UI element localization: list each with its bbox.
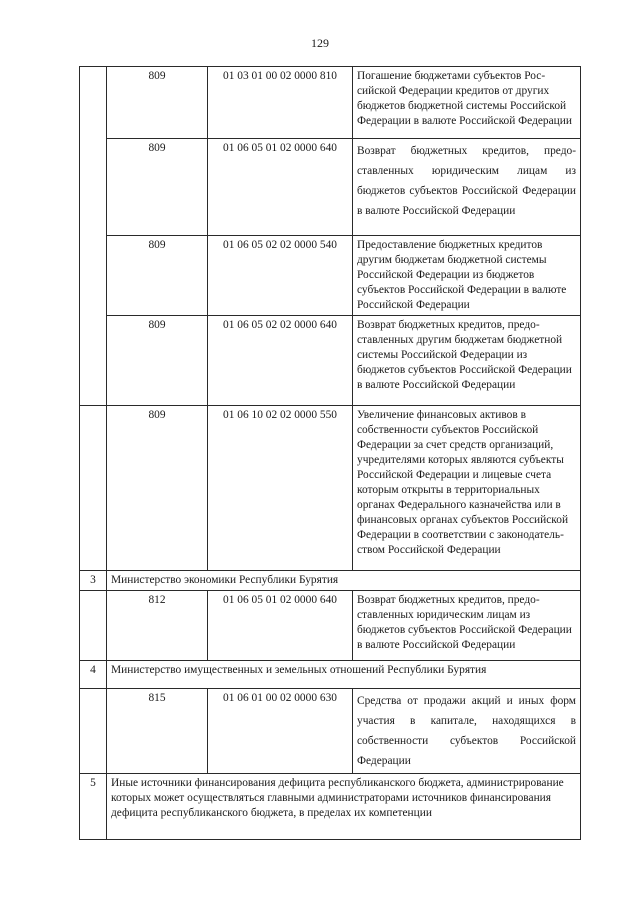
budget-code: 01 03 01 00 02 0000 810: [208, 67, 353, 139]
admin-code: 815: [107, 689, 208, 774]
section-number: 5: [80, 774, 107, 840]
table-row: [80, 139, 581, 236]
section-number-cell: [80, 689, 107, 774]
source-name: Средства от продажи акций и иных форм участия в капитале, находящихся в собственности субъектов Российской Федерации: [353, 689, 581, 774]
section-number-cell: [80, 591, 107, 661]
source-name: Предоставление бюджетных кредитов другим бюджетам бюджетной системы Российской Федерации из бюджетов субъектов Российской Федерации в валюте Российской Федерации: [353, 236, 581, 316]
source-name: Возврат бюджетных кредитов, предоставленных другим бюджетам бюджетной системы Российской Федерации из бюджетов субъектов Российской Федерации в валюте Российской Федерации: [353, 316, 581, 406]
budget-code: 01 06 05 02 02 0000 540: [208, 236, 353, 316]
section-number-cell: [80, 67, 107, 406]
source-name: Погашение бюджетами субъектов Российской Федерации кредитов от других бюджетов бюджетной системы Российской Федерации в валюте Российской Федерации: [353, 67, 581, 139]
admin-code: 809: [107, 406, 208, 571]
page-number: 129: [311, 36, 329, 50]
section-number: 4: [80, 661, 107, 689]
section-header-row: [80, 661, 581, 689]
admin-code: 809: [107, 236, 208, 316]
admin-code: 809: [107, 139, 208, 236]
table-row: [80, 406, 581, 571]
section-title: Министерство экономики Республики Бурятия: [107, 571, 581, 591]
sources-table: [79, 66, 581, 840]
section-title: Иные источники финансирования дефицита республиканского бюджета, администрирование которых может осуществляться главными администраторами источников финансирования дефицита республиканского бюджета, в пределах их компетенции: [107, 774, 581, 840]
admin-code: 809: [107, 316, 208, 406]
budget-code: 01 06 01 00 02 0000 630: [208, 689, 353, 774]
table-row: [80, 689, 581, 774]
budget-code: 01 06 05 01 02 0000 640: [208, 139, 353, 236]
source-name: Увеличение финансовых активов в собственности субъектов Российской Федерации за счет средств организаций, учредителями которых являются субъекты Российской Федерации и лицевые счета которым открыты в территориальных органах Федерального казначейства или в финансовых органах субъектов Российской Федерации в соответствии с законодательством Российской Федерации: [353, 406, 581, 571]
table-row: [80, 67, 581, 139]
section-number-cell: [80, 406, 107, 571]
admin-code: 812: [107, 591, 208, 661]
budget-code: 01 06 05 02 02 0000 640: [208, 316, 353, 406]
section-number: 3: [80, 571, 107, 591]
admin-code: 809: [107, 67, 208, 139]
source-name: Возврат бюджетных кредитов, предоставленных юридическим лицам из бюджетов субъектов Российской Федерации в валюте Российской Федерации: [353, 139, 581, 236]
section-title: Министерство имущественных и земельных отношений Республики Бурятия: [107, 661, 581, 689]
table-row: [80, 236, 581, 316]
table-row: [80, 591, 581, 661]
budget-code: 01 06 10 02 02 0000 550: [208, 406, 353, 571]
section-header-row: [80, 774, 581, 840]
source-name: Возврат бюджетных кредитов, предоставленных юридическим лицам из бюджетов субъектов Российской Федерации в валюте Российской Федерации: [353, 591, 581, 661]
section-header-row: [80, 571, 581, 591]
table-row: [80, 316, 581, 406]
budget-code: 01 06 05 01 02 0000 640: [208, 591, 353, 661]
